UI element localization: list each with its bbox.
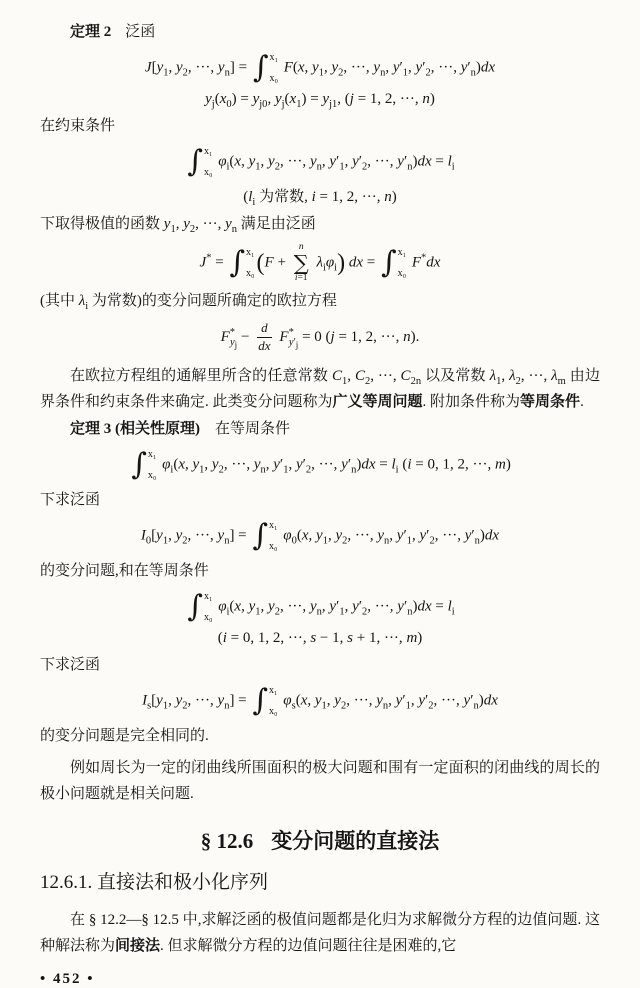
section-heading: [40, 825, 600, 857]
seek-functional-line-1: 下求泛函: [40, 491, 101, 508]
formula-isoperimetric-condition-2: ∫ x₁ x₀ $\varphi_i(x$, $y_1$, $y_2$, ···, $y_n$, $y'_1$, $y'_2$, ···, $y'_n)dx = l_i$: [187, 588, 455, 624]
variational-problem-mid-line: 的变分问题,和在等周条件: [40, 562, 209, 579]
formula-functional-i0: $I_0[y_1$, $y_2$, ···, $y_n$] = ∫ x₁ x₀ $\varphi_0(x$, $y_1$, $y_2$, ···, $y_n$, $y'_1$, $y'_2$, ···, $y'_n)dx$: [140, 517, 500, 553]
theorem-2-title: 泛函: [125, 24, 156, 40]
section-intro-paragraph: 在 § 12.2—§ 12.5 中,求解泛函的极值问题都是化归为求解微分方程的边值问题. 这种解法称为间接法. 但求解微分方程的边值问题往往是困难的,它: [40, 911, 600, 954]
identical-problem-line: 的变分问题是完全相同的.: [40, 727, 209, 744]
constraint-constant-note: ($l_i$ 为常数, i = 1, 2, ···, n): [243, 189, 397, 208]
formula-constraint-integral: ∫ x₁ x₀ $\varphi_i(x$, $y_1$, $y_2$, ···, $y_n$, $y'_1$, $y'_2$, ···, $y'_n)dx = l_i$: [187, 144, 455, 179]
page-number: • 452 •: [40, 970, 95, 987]
constraint-intro: 在约束条件: [40, 118, 116, 134]
subsection-heading: 12.6.1. 直接法和极小化序列: [40, 871, 269, 893]
example-paragraph: 例如周长为一定的闭曲线所围面积的极大问题和围有一定面积的闭曲线的周长的极小问题就是相关问题.: [40, 759, 600, 802]
formula-functional-j: $J[y_1$, $y_2$, ···, $y_n$] = ∫ x₁ x₀ F(x, $y_1$, $y_2$, ···, $y_n$, $y'_1$, $y'_2$, ···, $y'_n)dx$: [144, 50, 496, 85]
theorem-2-heading: [40, 20, 600, 45]
formula-functional-is: $I_s[y_1$, $y_2$, ···, $y_n$] = ∫ x₁ x₀ $\varphi_s(x$, $y_1$, $y_2$, ···, $y_n$, $y'_1$, $y'_2$, ···, $y'_n)dx$: [142, 682, 498, 718]
seek-functional-line-2: 下求泛函: [40, 656, 101, 673]
section-title: 变分问题的直接法: [271, 828, 440, 853]
euler-equation-intro: (其中 $\lambda_i$ 为常数)的变分问题所确定的欧拉方程: [40, 293, 337, 312]
formula-boundary-conditions: $y_j(x_0) = y_{j0}$, $y_j(x_1) = y_{j1}$, (j = 1, 2, ···, n): [205, 91, 435, 110]
formula-isoperimetric-condition-1: ∫ x₁ x₀ $\varphi_i(x$, $y_1$, $y_2$, ···, $y_n$, $y'_1$, $y'_2$, ···, $y'_n)dx = l_i$ (i = 0, 1, 2, ···, m): [131, 446, 511, 482]
theorem-2-label: 定理 2: [70, 24, 112, 40]
extremal-functions-line: 下取得极值的函数 $y_1$, $y_2$, ···, $y_n$ 满足由泛函: [40, 216, 316, 235]
general-solution-paragraph: 在欧拉方程组的通解里所含的任意常数 $C_1$, $C_2$, ···, $C_{2n}$ 以及常数 $\lambda_1$, $\lambda_2$, ···, $\lambda_m$ 由边界条件和约束条件来确定. 此类变分问题称为广义等周问题. 附加条件称为等周条件.: [40, 367, 600, 410]
formula-euler-equation: $F^*_{y_j}$ − $\frac{d}{dx}$ $F^*_{y'_j} = 0$ (j = 1, 2, ···, n).: [220, 320, 420, 353]
formula-j-star: J* = ∫ x₁ x₀ (F + n ∑ i=1 $\lambda_i\varphi_i$) dx = ∫ x₁ x₀ F*dx: [199, 242, 441, 283]
index-range-line: (i = 0, 1, 2, ···, s − 1, s + 1, ···, m): [217, 629, 423, 646]
theorem-3-heading: 定理 3 (相关性原理) 在等周条件: [70, 420, 291, 437]
section-number: § 12.6: [200, 828, 254, 853]
